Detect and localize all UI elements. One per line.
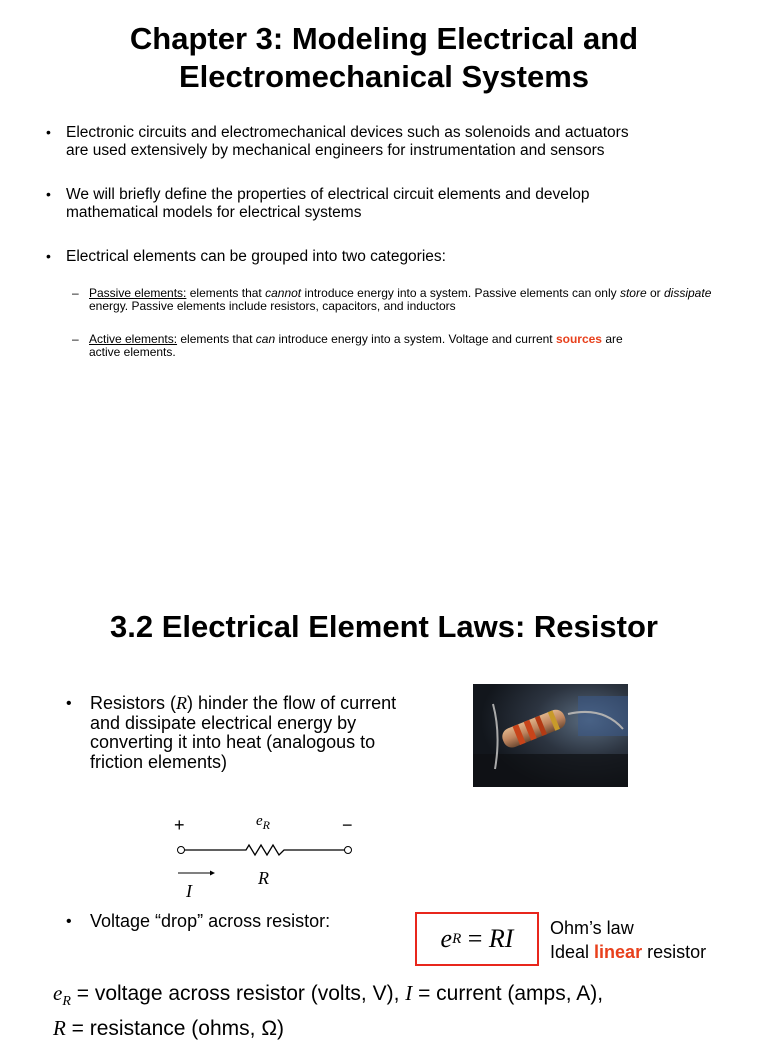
chapter-title-line1: Chapter 3: Modeling Electrical and: [129, 21, 639, 56]
text: = resistance (ohms, Ω): [65, 1017, 285, 1041]
sources-highlight: sources: [555, 332, 602, 346]
sub-bullet-active: [72, 332, 729, 359]
sub-bullet-passive: [72, 286, 729, 313]
bullet-text: Electrical elements can be grouped into two categories:: [66, 248, 446, 265]
current-arrowhead: [210, 871, 215, 876]
text: introduce energy into a system. Passive elements can only: [301, 286, 620, 300]
text: ) hinder the flow of current: [187, 693, 397, 713]
section-title: 3.2 Electrical Element Laws: Resistor: [110, 609, 658, 644]
eq-rhs: RI: [488, 924, 514, 953]
bullet-dot: •: [66, 695, 72, 712]
bullet-text: mathematical models for electrical systems: [66, 203, 362, 221]
eR-e: e: [256, 813, 263, 829]
text: = current (amps, A),: [412, 982, 604, 1005]
text: elements that: [186, 286, 266, 300]
math-R: R: [176, 693, 188, 713]
bullet-dot: •: [46, 124, 51, 140]
chapter-title-line2: Electromechanical Systems: [178, 59, 590, 94]
ohms-law-notes: [550, 916, 706, 964]
text: Resistors (: [90, 693, 177, 713]
def-sub: R: [62, 994, 71, 1010]
eR-sub: R: [262, 818, 271, 832]
text-italic: can: [255, 332, 276, 346]
ohms-law-label: Ohm’s law: [550, 918, 634, 938]
variable-definitions: [53, 980, 603, 1042]
bullet-line: Voltage “drop” across resistor:: [90, 911, 331, 931]
I-label: I: [186, 881, 192, 901]
dash-marker: –: [72, 286, 79, 300]
bullet-line: friction elements): [90, 751, 228, 772]
eq-sign: =: [461, 924, 489, 953]
terminal-left: [178, 847, 185, 854]
ohms-law-equation: [415, 912, 539, 966]
text: energy. Passive elements include resistors, capacitors, and inductors: [89, 298, 456, 313]
resistor-zigzag: [185, 845, 345, 855]
dash-marker: –: [72, 332, 79, 346]
eR-label: [256, 813, 271, 832]
bullet-voltage-drop: [66, 911, 331, 932]
bullet-circuits: [46, 124, 629, 159]
text: elements that: [177, 332, 256, 346]
text-italic: store: [619, 286, 647, 300]
bullet-text: are used extensively by mechanical engineers for instrumentation and sensors: [66, 141, 605, 159]
text: = voltage across resistor (volts, V),: [70, 982, 406, 1005]
R-label: R: [258, 868, 269, 888]
bullet-line: converting it into heat (analogous to: [90, 732, 376, 752]
bullet-dot: •: [66, 913, 72, 930]
def-R: R: [53, 1016, 66, 1041]
text: resistor: [642, 942, 707, 962]
resistor-circuit-diagram: [160, 805, 380, 905]
ideal-linear-resistor: [550, 940, 706, 964]
bullet-line: [90, 694, 396, 714]
def-I: I: [405, 981, 413, 1005]
def-e: e: [53, 981, 63, 1005]
eq-sub: R: [452, 930, 462, 947]
eq-e: e: [440, 924, 453, 953]
chapter-title: [0, 20, 768, 96]
active-label: Active elements:: [89, 332, 178, 346]
bullet-resistors: [66, 693, 397, 772]
plus-sign: +: [174, 815, 185, 835]
definition-line: [53, 980, 603, 1015]
bullet-dot: •: [46, 186, 51, 202]
bullet-define: [46, 186, 590, 221]
bullet-text: Electronic circuits and electromechanical devices such as solenoids and actuators: [66, 124, 629, 141]
definition-line: [53, 1015, 603, 1042]
linear-highlight: linear: [594, 942, 643, 962]
text-italic: dissipate: [664, 286, 712, 300]
text: introduce energy into a system. Voltage and current: [275, 332, 556, 346]
text: are: [601, 332, 623, 346]
bullet-line: and dissipate electrical energy by: [90, 712, 357, 733]
minus-sign: −: [342, 815, 353, 835]
text-italic: cannot: [265, 286, 302, 300]
bullet-dot: •: [46, 248, 51, 264]
passive-label: Passive elements:: [89, 286, 187, 300]
resistor-photo: [473, 684, 628, 787]
bullet-categories: [46, 248, 446, 266]
text: Ideal: [550, 942, 595, 962]
text: or: [646, 286, 664, 300]
bullet-text: We will briefly define the properties of electrical circuit elements and develop: [66, 186, 590, 203]
text: active elements.: [89, 344, 176, 359]
terminal-right: [345, 847, 352, 854]
